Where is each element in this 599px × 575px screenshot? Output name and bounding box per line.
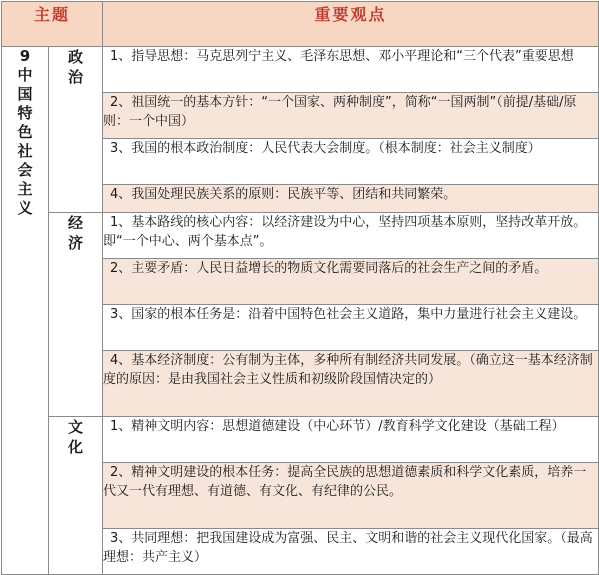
point-cell: 1、基本路线的核心内容：以经济建设为中心，坚持四项基本原则，坚持改革开放。即“一个中心、两个基本点”。: [103, 213, 599, 259]
point-cell: 3、共同理想：把我国建设成为富强、民主、文明和谐的社会主义现代化国家。（最高理想：共产主义）: [103, 529, 599, 575]
group-name: 政治: [67, 48, 83, 86]
key-points-table: [1, 1, 599, 575]
header-topic: 主题: [2, 2, 103, 47]
point-cell: 2、主要矛盾：人民日益增长的物质文化需要同落后的社会生产之间的矛盾。: [103, 259, 599, 305]
group-name: 文化: [67, 418, 83, 456]
header-points: 重要观点: [103, 2, 599, 47]
point-cell: 4、我国处理民族关系的原则：民族平等、团结和共同繁荣。: [103, 185, 599, 213]
table-row: [2, 417, 599, 463]
point-cell: 1、指导思想：马克思列宁主义、毛泽东思想、邓小平理论和“三个代表”重要思想: [103, 47, 599, 93]
point-cell: 1、精神文明内容：思想道德建设（中心环节）/教育科学文化建设（基础工程）: [103, 417, 599, 463]
group-label-economy: [49, 213, 103, 417]
point-cell: 3、国家的根本任务是：沿着中国特色社会主义道路，集中力量进行社会主义建设。: [103, 305, 599, 351]
section-title: 中国特色社会主义: [17, 66, 33, 217]
table-row: [2, 213, 599, 259]
document-page: [1, 1, 598, 565]
table-row: [2, 47, 599, 93]
group-label-culture: [49, 417, 103, 575]
point-cell: 2、精神文明建设的根本任务：提高全民族的思想道德素质和科学文化素质，培养一代又一代有理想、有道德、有文化、有纪律的公民。: [103, 463, 599, 529]
point-cell: 2、祖国统一的基本方针：“一个国家、两种制度”，简称“一国两制”（前提/基础/原则：一个中国）: [103, 93, 599, 139]
section-number: 9: [19, 47, 31, 65]
group-name: 经济: [67, 214, 83, 252]
section-topic: [2, 47, 49, 575]
point-cell: 3、我国的根本政治制度：人民代表大会制度。（根本制度：社会主义制度）: [103, 139, 599, 185]
group-label-politics: [49, 47, 103, 213]
table-header-row: [2, 2, 599, 47]
point-cell: 4、基本经济制度：公有制为主体，多种所有制经济共同发展。（确立这一基本经济制度的原因：是由我国社会主义性质和初级阶段国情决定的）: [103, 351, 599, 417]
